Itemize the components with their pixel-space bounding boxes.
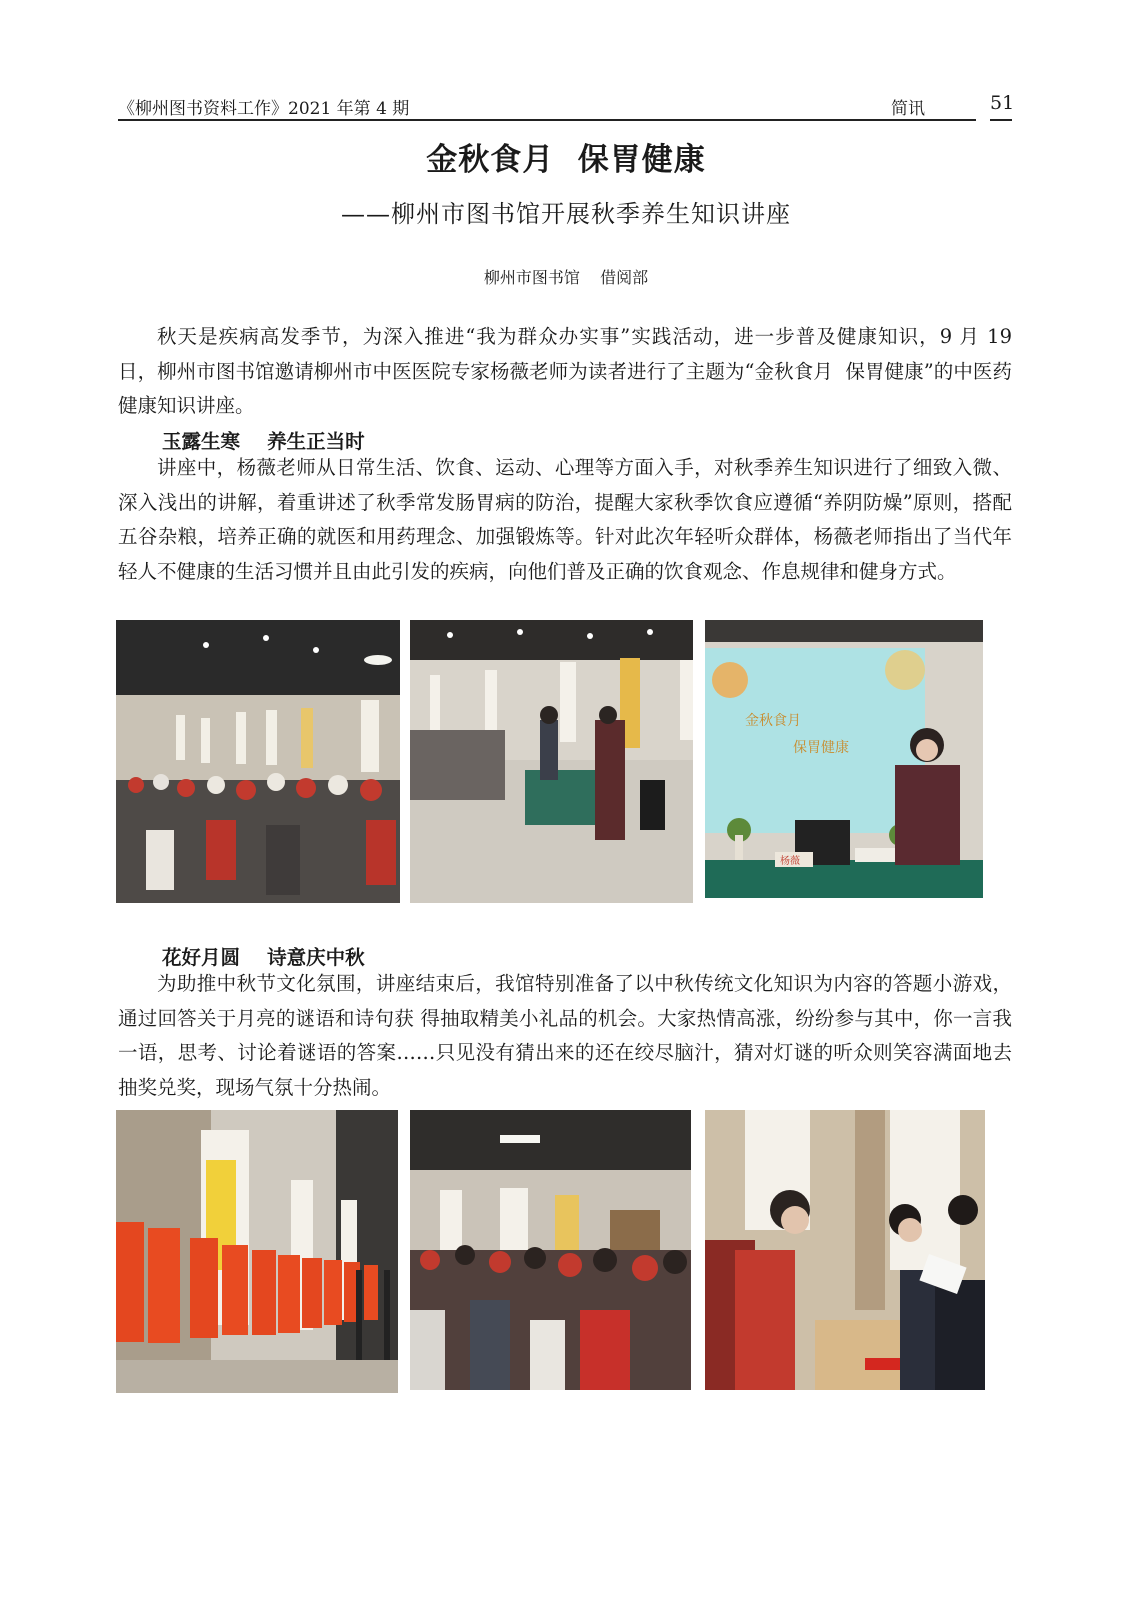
slide-title-line2: 保胃健康: [793, 740, 849, 756]
section2-paragraph: 为助推中秋节文化氛围，讲座结束后，我馆特别准备了以中秋传统文化知识为内容的答题小游戏，通过回答关于月亮的谜语和诗句获 得抽取精美小礼品的机会。大家热情高涨，纷纷参与其中，你一言我一语，思考、讨论着谜语的答案……只见没有猜出来的还在绞尽脑汁，猜对灯谜的听众则笑容满面地去抽奖兑奖，现场气氛十分热闹。: [118, 972, 1012, 1099]
photo-sign-in-table: [410, 620, 693, 903]
photo-riddle-lanterns: [116, 1110, 398, 1393]
slide-title-line1: 金秋食月: [745, 713, 801, 729]
section2-heading: 花好月圆 诗意庆中秋: [162, 946, 365, 969]
article-subtitle: ——柳州市图书馆开展秋季养生知识讲座: [341, 200, 791, 228]
journal-title: 《柳州图书资料工作》2021 年第 4 期: [118, 99, 410, 119]
section1-paragraph: 讲座中，杨薇老师从日常生活、饮食、运动、心理等方面入手，对秋季养生知识进行了细致入微、深入浅出的讲解，着重讲述了秋季常发肠胃病的防治，提醒大家秋季饮食应遵循“养阴防燥”原则，搭配五谷杂粮，培养正确的就医和用药理念、加强锻炼等。针对此次年轻听众群体，杨薇老师指出了当代年轻人不健康的生活习惯并且由此引发的疾病，向他们普及正确的饮食观念、作息规律和健身方式。: [118, 456, 1012, 583]
photo-audience-seated: [116, 620, 400, 903]
section-label: 简讯: [891, 99, 925, 119]
article-title: 金秋食月 保胃健康: [426, 142, 706, 178]
header-rule: [118, 119, 976, 121]
intro-paragraph: 秋天是疾病高发季节，为深入推进“我为群众办实事”实践活动，进一步普及健康知识，9 月 19 日，柳州市图书馆邀请柳州市中医医院专家杨薇老师为读者进行了主题为“金秋食月 保胃健康”的中医药健康知识讲座。: [118, 325, 1019, 417]
section1-heading: 玉露生寒 养生正当时: [162, 430, 365, 453]
photo-prize-table: [705, 1110, 985, 1390]
page-number: 51: [990, 92, 1015, 114]
photo-speaker-lecture: [705, 620, 983, 898]
page-number-underline: [990, 119, 1012, 121]
nameplate-text: 杨薇: [780, 856, 800, 867]
article-byline: 柳州市图书馆 借阅部: [483, 268, 649, 287]
running-header: [118, 92, 1015, 122]
photo-crowd-guessing: [410, 1110, 691, 1390]
